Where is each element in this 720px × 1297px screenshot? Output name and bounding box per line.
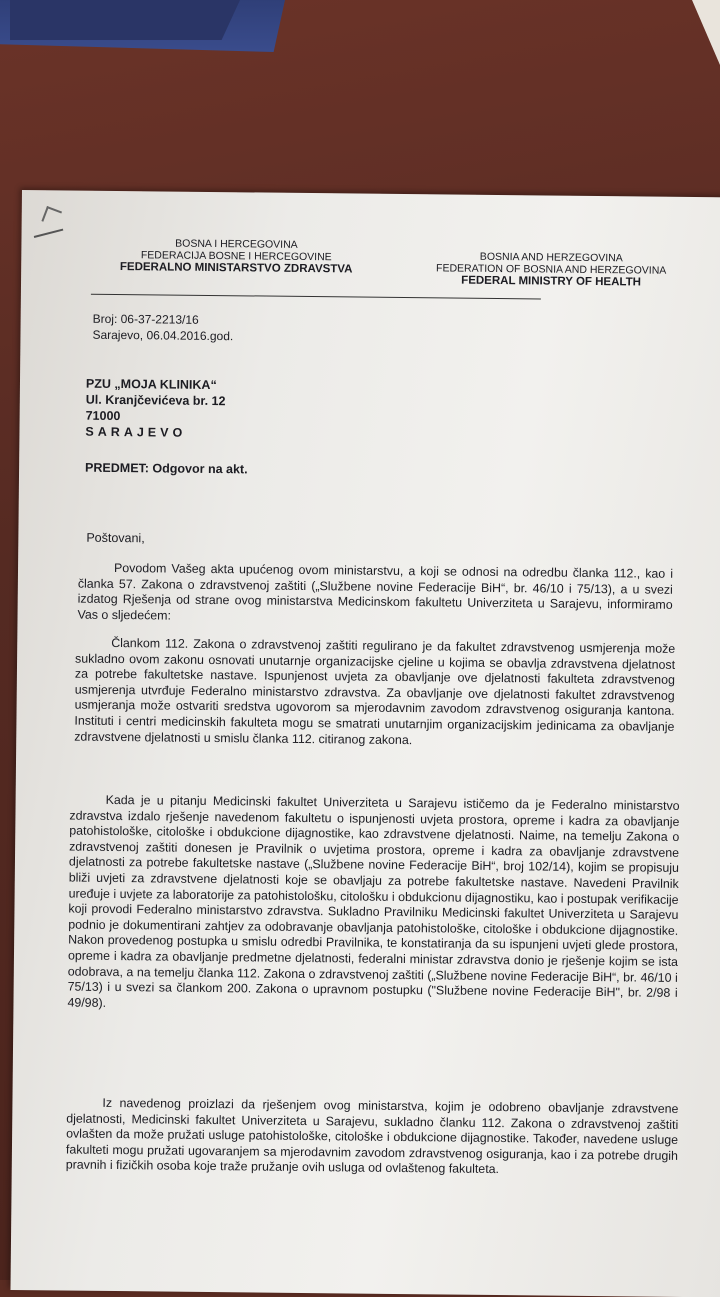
header-right-federation: FEDERATION OF BOSNIA AND HERZEGOVINA bbox=[435, 262, 667, 277]
header-left-country: BOSNA I HERCEGOVINA bbox=[175, 237, 298, 251]
recipient-postcode: 71000 bbox=[85, 408, 121, 424]
header-right bbox=[416, 250, 686, 289]
header-divider bbox=[91, 294, 541, 300]
place-date: Sarajevo, 06.04.2016.god. bbox=[92, 327, 234, 344]
recipient-address bbox=[85, 376, 225, 441]
recipient-name: PZU „MOJA KLINIKA“ bbox=[85, 376, 217, 393]
recipient-city: SARAJEVO bbox=[85, 424, 187, 440]
header-right-country: BOSNIA AND HERZEGOVINA bbox=[479, 250, 623, 265]
reference-number: Broj: 06-37-2213/16 bbox=[92, 311, 199, 327]
paragraph-faculty-decision: Kada je u pitanju Medicinski fakultet Univerziteta u Sarajevu ističemo da je Federalno ministarstvo zdravstva izdalo rješenje navedenom fakultetu o ispunjenosti uvjeta prostora, opreme i kadra za obavljanje patohistološke, citološke i obdukcione dijagnostike, kao zdravstvene djelatnosti. Naime, na temelju Zakona o zdravstvenoj zaštiti donesen je Pravilnik o uvjetima prostora, opreme i kadra za obavljanje zdravstvene djelatnosti za potrebe fakultetske nastave („Službene novine Federacije BiH“, broj 102/14), kojim se propisuju bliži uvjeti za zdravstvene djelatnosti koje se obavljaju za potrebe fakultetske nastave. Navedeni Pravilnik uređuje i uvjete za laboratorije za patohistološku, citološku i obdukcionu dijagnostiku, kao i postupak verifikacije koji provodi Federalno ministarstvo zdravstva. Sukladno Pravilniku Medicinski fakultet Univerziteta u Sarajevu podnio je dokumentirani zahtjev za odobravanje obavljanja patohistološke, citološke i obdukcione dijagnostike. Nakon provedenog postupka u smislu odredbi Pravilnika, te konstatiranja da su ispunjeni uvjeti glede prostora, opreme i kadra za obavljanje predmetne djelatnosti, federalni ministar zdravstva donio je rješenje kojim se ista odobrava, a na temelju članka 112. Zakona o zdravstvenoj zaštiti („Službene novine Federacije BiH“, br. 46/10 i 75/13) i u svezi sa člankom 200. Zakona o upravnom postupku ("Službene novine Federacije BiH", br. 2/98 i 49/98). bbox=[67, 792, 680, 1010]
pen-mark-2 bbox=[41, 206, 62, 227]
reference-block bbox=[92, 311, 233, 344]
header-left-ministry: FEDERALNO MINISTARSTVO ZDRAVSTVA bbox=[119, 261, 353, 276]
recipient-street: Ul. Kranjčevićeva br. 12 bbox=[85, 392, 226, 409]
blue-folder bbox=[0, 0, 285, 52]
header-left bbox=[101, 237, 371, 276]
paragraph-conclusion: Iz navedenog proizlazi da rješenjem ovog ministarstva, kojim je odobreno obavljanje zdravstvene djelatnosti, Medicinski fakultet Univerziteta u Sarajevu, sukladno članku 112. Zakona o zdravstvenoj zaštiti ovlašten da može pružati usluge patohistološke, citološke i obdukcione dijagnostike. Također, navedene usluge fakulteti mogu pružati ugovaranjem sa mjerodavnim zavodom zdravstvenog osiguranja, kao i za potrebe drugih pravnih i fizičkih osoba koje traže pružanje ovih usluga od ovlaštenog fakulteta. bbox=[65, 1095, 679, 1177]
header-right-ministry: FEDERAL MINISTRY OF HEALTH bbox=[461, 274, 642, 289]
letter-page bbox=[10, 190, 720, 1297]
header-left-federation: FEDERACIJA BOSNE I HERCEGOVINE bbox=[140, 249, 332, 264]
subject-line: PREDMET: Odgovor na akt. bbox=[85, 460, 248, 477]
blue-folder-inner bbox=[10, 0, 240, 40]
paragraph-intro: Povodom Vašeg akta upućenog ovom ministarstvu, a koji se odnosi na odredbu članka 112., kao i članka 57. Zakona o zdravstvenoj zaštiti („Službene novine Federacije BiH“, br. 46/10 i 75/13), a u svezi izdatog Rješenja od strane ovog ministarstva Medicinskom fakultetu Univerziteta u Sarajevu, informiramo Vas o sljedećem: bbox=[77, 560, 674, 623]
pen-mark bbox=[34, 229, 64, 238]
paragraph-article-112: Člankom 112. Zakona o zdravstvenoj zaštiti regulirano je da fakultet zdravstvenog usmjerenja može sukladno ovom zakonu osnovati unutarnje organizacijske cjeline u kojima se obavlja zdravstvena djelatnost za potrebe fakultetske nastave. Ispunjenost uvjeta za obavljanje ove djelatnosti fakulteta zdravstvenog usmjerenja utvrđuje Federalno ministarstvo zdravstva. Za obavljanje ove djelatnosti fakultet zdravstvenog usmjeranja može ostvariti sredstva ugovorom sa mjerodavnim zavodom zdravstvenog osiguranja kantona. Instituti i centri medicinskih fakulteta mogu se smatrati unutarnjim organizacijskim jedinicama za obavljanje zdravstvene djelatnosti u smislu članka 112. citiranog zakona. bbox=[74, 635, 676, 747]
greeting: Poštovani, bbox=[86, 530, 145, 546]
